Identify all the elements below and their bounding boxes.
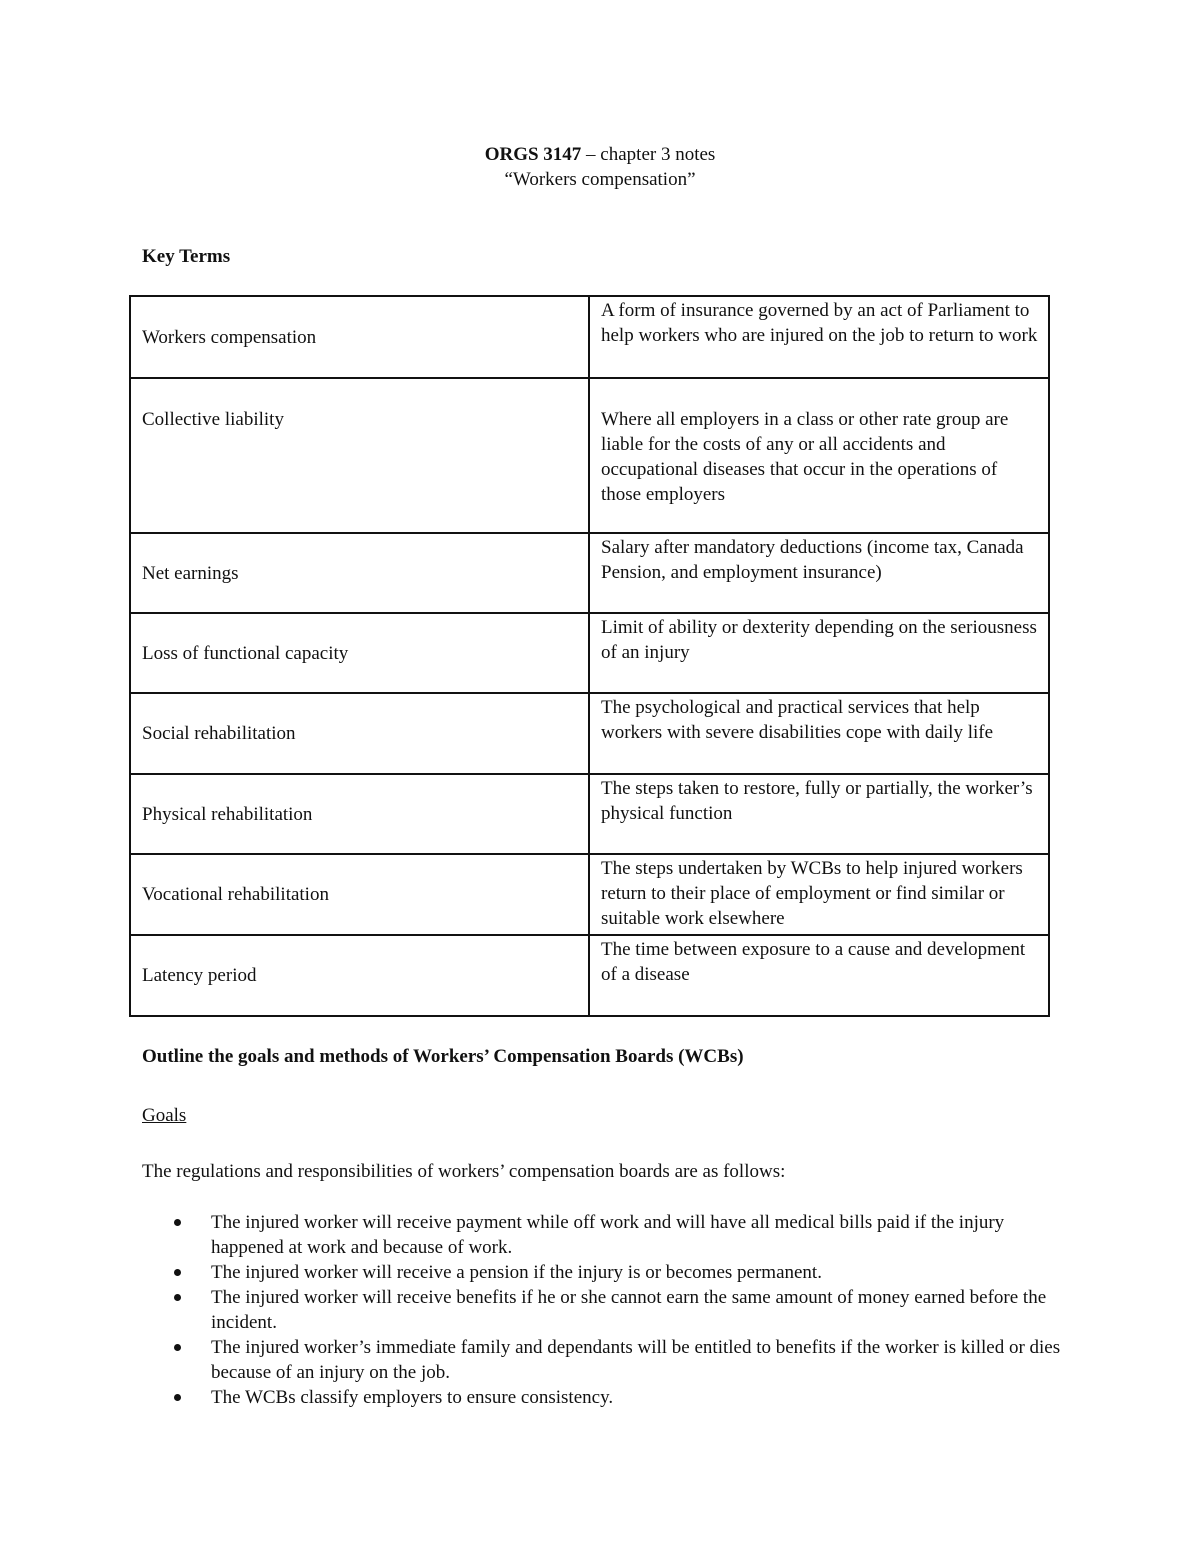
list-item-text: The injured worker will receive a pension if the injury is or becomes permanent. bbox=[211, 1262, 822, 1283]
list-item-text: The injured worker will receive payment while off work and will have all medical bills paid if the injury happened at work and because of work. bbox=[211, 1212, 1005, 1258]
list-item-text: The WCBs classify employers to ensure consistency. bbox=[211, 1387, 614, 1408]
goals-list bbox=[142, 1210, 1072, 1410]
list-item bbox=[142, 1260, 1072, 1285]
table-row bbox=[130, 854, 1049, 935]
table-row bbox=[130, 693, 1049, 774]
table-row bbox=[130, 935, 1049, 1016]
definition-cell: Limit of ability or dexterity depending on the seriousness of an injury bbox=[589, 613, 1049, 693]
term-cell: Social rehabilitation bbox=[130, 693, 589, 774]
list-item-text: The injured worker will receive benefits if he or she cannot earn the same amount of money earned before the incident. bbox=[211, 1287, 1047, 1333]
list-item bbox=[142, 1210, 1072, 1260]
table-row bbox=[130, 296, 1049, 378]
bullet-icon bbox=[174, 1269, 181, 1276]
intro-paragraph: The regulations and responsibilities of workers’ compensation boards are as follows: bbox=[142, 1161, 786, 1182]
definition-cell: Where all employers in a class or other rate group are liable for the costs of any or all accidents and occupational diseases that occur in the operations of those employers bbox=[589, 378, 1049, 533]
definition-cell: Salary after mandatory deductions (income tax, Canada Pension, and employment insurance) bbox=[589, 533, 1049, 613]
definition-cell: A form of insurance governed by an act of Parliament to help workers who are injured on the job to return to work bbox=[589, 296, 1049, 378]
title-rest: – chapter 3 notes bbox=[581, 144, 716, 165]
term-cell: Vocational rehabilitation bbox=[130, 854, 589, 935]
term-cell: Physical rehabilitation bbox=[130, 774, 589, 854]
bullet-icon bbox=[174, 1294, 181, 1301]
list-item bbox=[142, 1335, 1072, 1385]
table-row bbox=[130, 378, 1049, 533]
bullet-icon bbox=[174, 1394, 181, 1401]
list-item bbox=[142, 1385, 1072, 1410]
bullet-icon bbox=[174, 1219, 181, 1226]
definition-cell: The steps taken to restore, fully or partially, the worker’s physical function bbox=[589, 774, 1049, 854]
list-item-text: The injured worker’s immediate family and dependants will be entitled to benefits if the worker is killed or dies because of an injury on the job. bbox=[211, 1337, 1061, 1383]
definition-cell: The time between exposure to a cause and development of a disease bbox=[589, 935, 1049, 1016]
term-cell: Workers compensation bbox=[130, 296, 589, 378]
list-item bbox=[142, 1285, 1072, 1335]
term-cell: Collective liability bbox=[130, 378, 589, 533]
definition-cell: The steps undertaken by WCBs to help injured workers return to their place of employment or find similar or suitable work elsewhere bbox=[589, 854, 1049, 935]
course-code: ORGS 3147 bbox=[484, 144, 582, 165]
term-cell: Loss of functional capacity bbox=[130, 613, 589, 693]
section-title: Outline the goals and methods of Workers’ Compensation Boards (WCBs) bbox=[142, 1046, 744, 1067]
term-cell: Net earnings bbox=[130, 533, 589, 613]
subtitle: “Workers compensation” bbox=[504, 169, 696, 190]
goals-heading: Goals bbox=[142, 1105, 187, 1126]
term-cell: Latency period bbox=[130, 935, 589, 1016]
document-header bbox=[0, 142, 1200, 192]
key-terms-table bbox=[129, 295, 1050, 1017]
key-terms-heading: Key Terms bbox=[142, 246, 231, 267]
bullet-icon bbox=[174, 1344, 181, 1351]
table-row bbox=[130, 613, 1049, 693]
title-line bbox=[0, 142, 1200, 167]
definition-cell: The psychological and practical services that help workers with severe disabilities cope with daily life bbox=[589, 693, 1049, 774]
table-row bbox=[130, 774, 1049, 854]
table-row bbox=[130, 533, 1049, 613]
